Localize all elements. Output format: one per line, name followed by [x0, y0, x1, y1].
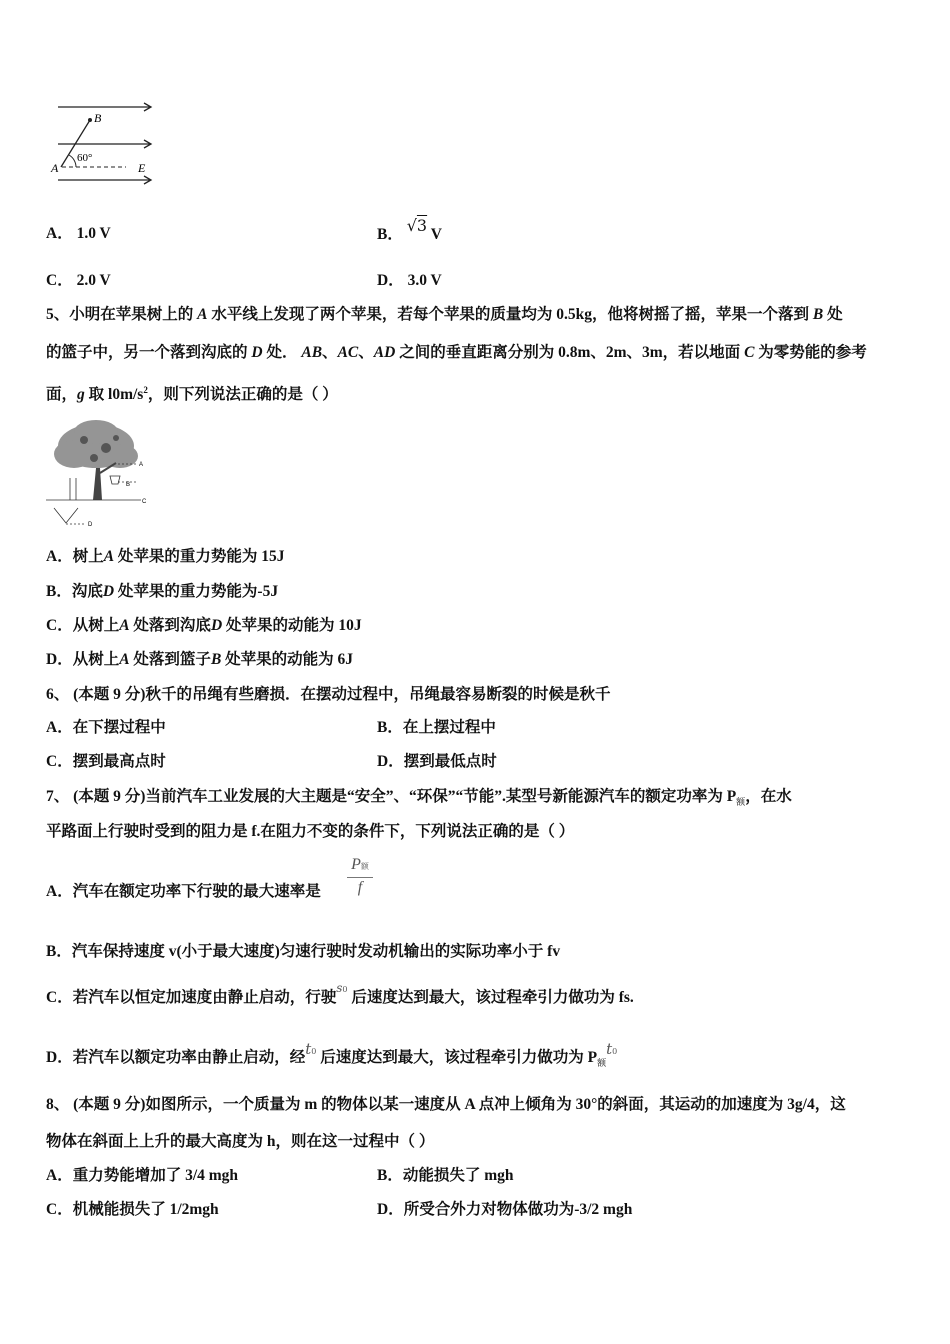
q6-option-c: C．摆到最高点时: [46, 753, 166, 770]
fraction-p-over-f: P额 f: [345, 856, 375, 897]
label-e: E: [138, 161, 146, 175]
tree-label-d: D: [88, 522, 93, 528]
q6-stem: 6、 (本题 9 分)秋千的吊绳有些磨损．在摆动过程中，吊绳最容易断裂的时候是秋千: [46, 686, 611, 703]
q4-option-d: D． 3.0 V: [377, 272, 442, 289]
q5-option-d: D．从树上A 处落到篮子B 处苹果的动能为 6J: [46, 651, 354, 668]
q8-stem-line1: 8、 (本题 9 分)如图所示，一个质量为 m 的物体以某一速度从 A 点冲上倾角为 30°的斜面，其运动的加速度为 3g/4，这: [46, 1096, 846, 1113]
q4-option-b: B． √3 V: [377, 216, 442, 243]
q5-option-b: B．沟底D 处苹果的重力势能为-5J: [46, 583, 279, 600]
q6-option-d: D．摆到最低点时: [377, 753, 497, 770]
q8-option-c: C．机械能损失了 1/2mgh: [46, 1201, 219, 1218]
q8-option-b: B．动能损失了 mgh: [377, 1167, 514, 1184]
q4-option-a: A． 1.0 V: [46, 225, 111, 242]
tree-label-a: A: [139, 462, 144, 468]
q8-stem-line2: 物体在斜面上上升的最大高度为 h，则在这一过程中（ ）: [46, 1133, 435, 1150]
q7-stem-line2: 平路面上行驶时受到的阻力是 f.在阻力不变的条件下，下列说法正确的是（ ）: [46, 823, 575, 840]
q6-option-a: A．在下摆过程中: [46, 719, 166, 736]
q5-option-c: C．从树上A 处落到沟底D 处苹果的动能为 10J: [46, 617, 362, 634]
q8-option-a: A．重力势能增加了 3/4 mgh: [46, 1167, 239, 1184]
label-b: B: [94, 111, 102, 125]
tree-label-c: C: [142, 499, 147, 505]
q5-stem-line3: 面，g 取 $l0m/s^2$，则下列说法正确的是（ ）: [46, 385, 338, 404]
sqrt3: √3: [406, 216, 428, 235]
q4-option-c: C． 2.0 V: [46, 272, 111, 289]
field-diagram: [50, 98, 165, 183]
q5-stem-line2: 的篮子中，另一个落到沟底的 D 处． AB、AC、AD 之间的垂直距离分别为 0.8m、2m、3m，若以地面 C 为零势能的参考: [46, 344, 867, 361]
q7-option-c: C．若汽车以恒定加速度由静止启动，行驶$^{s0}$ 后速度达到最大，该过程牵引力做功为 fs.: [46, 981, 634, 1006]
q8-option-d: D．所受合外力对物体做功为-3/2 mgh: [377, 1201, 633, 1218]
label-a: A: [51, 161, 59, 175]
q7-option-a: A．汽车在额定功率下行驶的最大速率是: [46, 883, 321, 900]
q6-option-b: B．在上摆过程中: [377, 719, 496, 736]
q7-stem-line1: 7、 (本题 9 分)当前汽车工业发展的大主题是“安全”、“环保”“节能”.某型号新能源汽车的额定功率为 $P_额$，在水: [46, 788, 792, 808]
apple-tree-figure: [46, 418, 156, 528]
q5-option-a: A．树上A 处苹果的重力势能为 15J: [46, 548, 285, 565]
label-angle: 60°: [77, 152, 93, 164]
q7-option-d: D．若汽车以额定功率由静止启动，经t0 后速度达到最大，该过程牵引力做功为 $P_额t0$: [46, 1040, 618, 1069]
q5-stem-line1: 5、小明在苹果树上的 A 水平线上发现了两个苹果，若每个苹果的质量均为 0.5kg，他将树摇了摇，苹果一个落到 B 处: [46, 306, 843, 323]
tree-label-b: B: [126, 482, 131, 488]
q7-option-b: B．汽车保持速度 v(小于最大速度)匀速行驶时发动机输出的实际功率小于 fv: [46, 943, 561, 960]
